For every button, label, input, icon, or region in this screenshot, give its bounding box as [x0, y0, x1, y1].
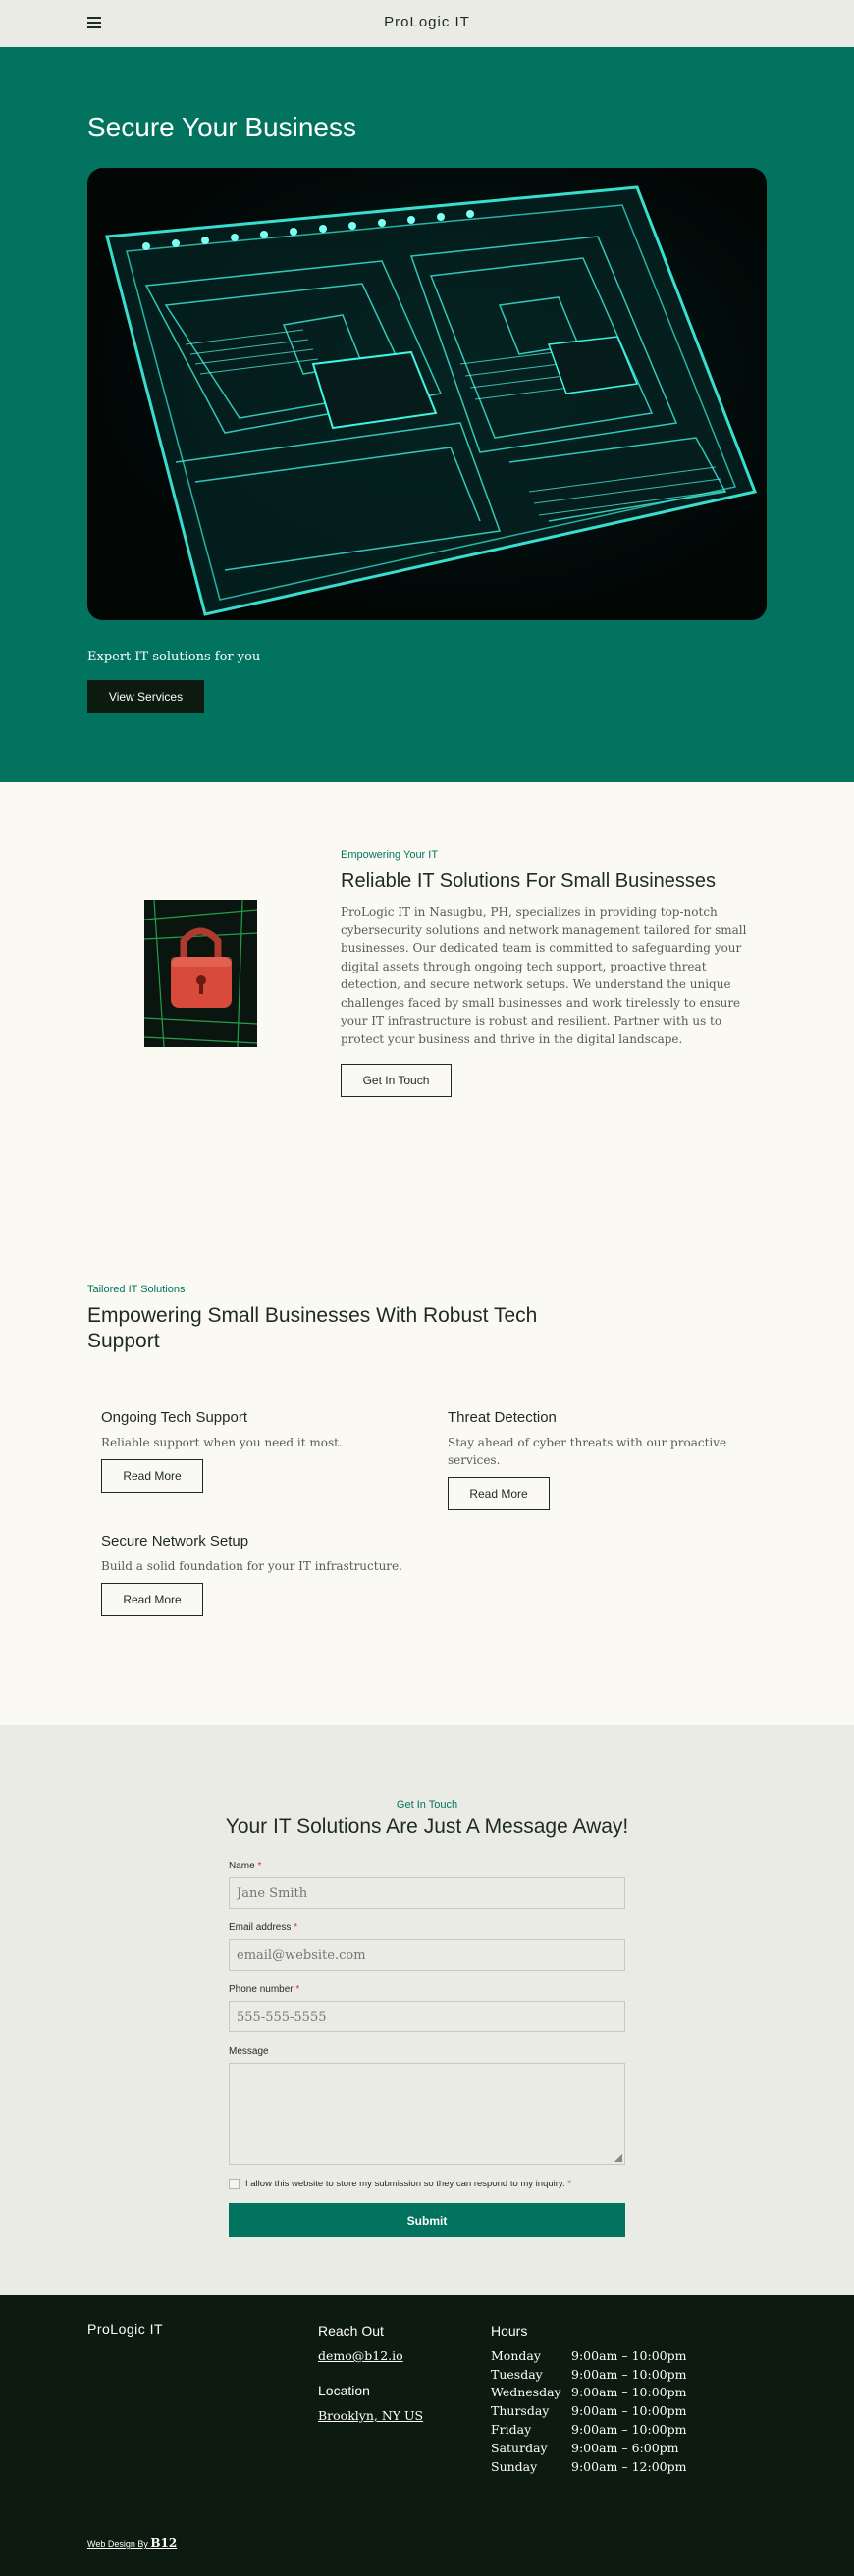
about-section	[0, 782, 854, 1199]
about-title: Reliable IT Solutions For Small Businesses	[341, 870, 717, 892]
site-footer	[0, 2295, 854, 2576]
services-eyebrow: Tailored IT Solutions	[87, 1284, 186, 1295]
hours-row: Monday 9:00am – 10:00pm	[491, 2347, 687, 2363]
phone-field[interactable]	[229, 2001, 625, 2032]
padlock-image	[144, 900, 257, 1047]
about-eyebrow: Empowering Your IT	[341, 849, 439, 861]
read-more-button[interactable]: Read More	[101, 1583, 203, 1616]
circuit-board-image	[87, 168, 767, 620]
name-label: Name *	[229, 1861, 262, 1871]
hours-row: Thursday 9:00am – 10:00pm	[491, 2403, 687, 2419]
get-in-touch-button[interactable]: Get In Touch	[341, 1064, 452, 1097]
service-title: Threat Detection	[448, 1409, 557, 1426]
location-heading: Location	[318, 2383, 370, 2398]
footer-hours	[491, 2323, 686, 2476]
contact-form	[229, 1861, 625, 2237]
footer-reach-out	[318, 2323, 423, 2425]
message-label: Message	[229, 2046, 269, 2057]
read-more-button[interactable]: Read More	[448, 1477, 550, 1510]
site-brand[interactable]: ProLogic IT	[384, 14, 470, 30]
reach-out-heading: Reach Out	[318, 2323, 384, 2339]
view-services-button[interactable]: View Services	[87, 680, 204, 713]
web-design-credit-link[interactable]: Web Design By B12	[87, 2536, 178, 2550]
hero-subtitle: Expert IT solutions for you	[87, 650, 261, 664]
contact-title: Your IT Solutions Are Just A Message Away!	[225, 1815, 629, 1838]
hours-row: Tuesday 9:00am – 10:00pm	[491, 2366, 687, 2382]
hero-section	[0, 47, 854, 782]
hours-row: Saturday 9:00am – 6:00pm	[491, 2440, 679, 2455]
consent-checkbox[interactable]	[229, 2179, 240, 2189]
service-description: Stay ahead of cyber threats with our proactive services.	[448, 1436, 727, 1467]
services-title: Empowering Small Businesses With Robust Tech Support	[87, 1304, 538, 1352]
site-header	[0, 0, 854, 47]
service-card-threat-detection	[448, 1409, 762, 1510]
service-title: Ongoing Tech Support	[101, 1409, 247, 1426]
consent-row: I allow this website to store my submission so they can respond to my inquiry. *	[229, 2179, 625, 2189]
hours-heading: Hours	[491, 2323, 528, 2339]
service-card-network-setup	[101, 1533, 415, 1616]
hours-row: Friday 9:00am – 10:00pm	[491, 2422, 687, 2438]
consent-label: I allow this website to store my submission so they can respond to my inquiry.	[245, 2179, 565, 2189]
hours-row: Sunday 9:00am – 12:00pm	[491, 2458, 687, 2474]
message-field[interactable]	[229, 2063, 625, 2165]
name-field[interactable]	[229, 1877, 625, 1909]
hours-list	[491, 2346, 686, 2476]
service-card-tech-support	[101, 1409, 415, 1493]
hero-title: Secure Your Business	[87, 112, 356, 142]
resize-handle-icon[interactable]	[614, 2154, 622, 2162]
service-title: Secure Network Setup	[101, 1533, 249, 1550]
read-more-button[interactable]: Read More	[101, 1459, 203, 1493]
about-content	[341, 849, 769, 1097]
contact-eyebrow: Get In Touch	[396, 1799, 458, 1811]
email-link[interactable]: demo@b12.io	[318, 2348, 403, 2363]
email-field[interactable]	[229, 1939, 625, 1971]
service-description: Reliable support when you need it most.	[101, 1436, 343, 1449]
service-description: Build a solid foundation for your IT infrastructure.	[101, 1559, 402, 1573]
submit-button[interactable]: Submit	[229, 2203, 625, 2237]
phone-label: Phone number *	[229, 1984, 300, 1995]
hours-row: Wednesday 9:00am – 10:00pm	[491, 2385, 687, 2400]
location-link[interactable]: Brooklyn, NY US	[318, 2408, 424, 2423]
footer-brand[interactable]: ProLogic IT	[87, 2321, 164, 2337]
services-section	[0, 1199, 854, 1725]
email-label: Email address *	[229, 1922, 298, 1933]
contact-section	[0, 1725, 854, 2295]
about-body: ProLogic IT in Nasugbu, PH, specializes in providing top-notch cybersecurity solutions and network management tailored for small businesses. Our dedicated team is committed to safeguarding your digital assets through ongoing tech support, proactive threat detection, and secure network setups. We understand the unique challenges faced by small businesses and work tirelessly to ensure your IT infrastructure is robust and resilient. Partner with us to protect your business and thrive in the digital landscape.	[341, 905, 747, 1046]
